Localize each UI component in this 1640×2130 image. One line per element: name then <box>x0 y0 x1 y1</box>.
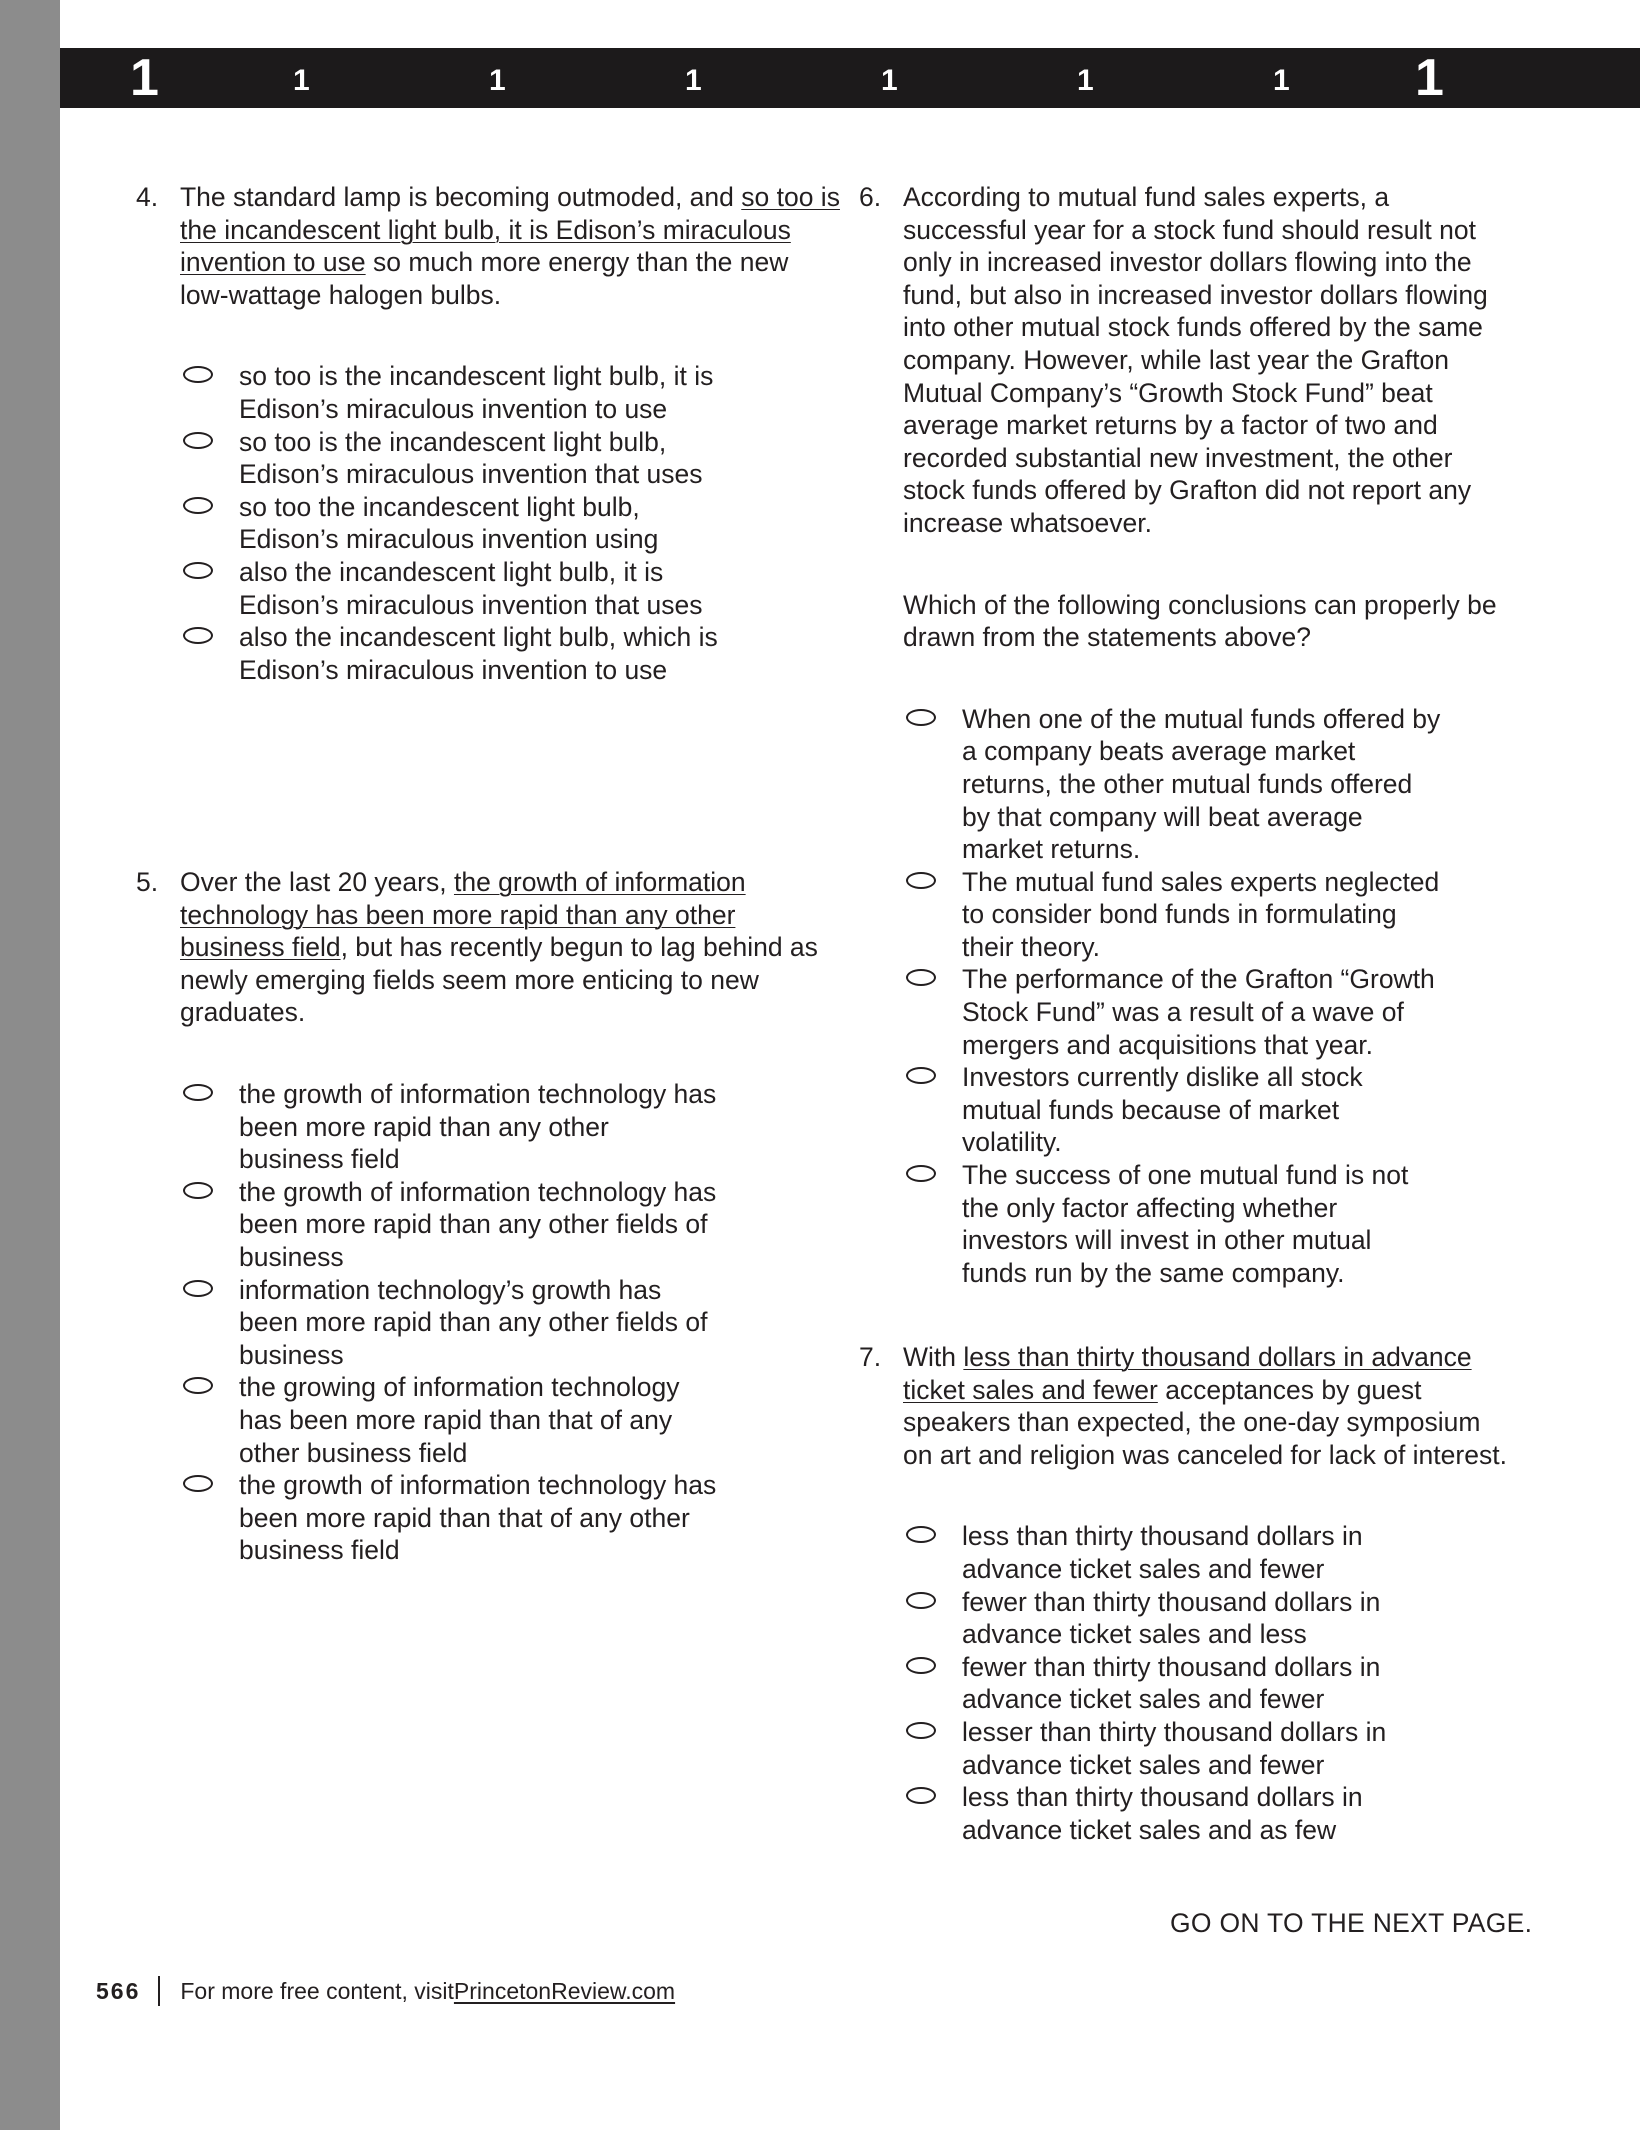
stem-text: acceptances by guest speakers than expected, the one-day symposium on art and religion was canceled for lack of interest. <box>903 1374 1507 1470</box>
answer-bubble-icon[interactable] <box>906 1526 936 1543</box>
section-number: 1 <box>489 64 506 97</box>
footer-divider <box>158 1976 160 2006</box>
answer-choice[interactable] <box>903 1159 1442 1289</box>
question-6 <box>859 181 1513 1289</box>
answer-choice[interactable] <box>903 1651 1442 1716</box>
answer-choice[interactable] <box>903 1586 1442 1651</box>
answer-bubble-icon[interactable] <box>906 1165 936 1182</box>
answer-bubble-icon[interactable] <box>183 366 213 383</box>
answer-choice[interactable] <box>180 360 719 425</box>
section-header-bar <box>60 48 1640 108</box>
choice-text: so too is the incandescent light bulb, Edison’s miraculous invention that uses <box>239 426 703 490</box>
answer-choices <box>903 1520 1513 1846</box>
choice-text: The success of one mutual fund is not the only factor affecting whether investors will invest in other mutual funds run by the same company. <box>962 1160 1409 1288</box>
answer-choice[interactable] <box>180 1078 719 1176</box>
choice-text: also the incandescent light bulb, which is Edison’s miraculous invention to use <box>239 622 718 685</box>
choice-text: less than thirty thousand dollars in advance ticket sales and as few <box>962 1782 1363 1845</box>
answer-choice[interactable] <box>180 556 719 621</box>
stem-text: Over the last 20 years, <box>180 867 454 897</box>
stem-text: The standard lamp is becoming outmoded, and <box>180 182 742 212</box>
stem-text: , but has recently begun to lag behind as newly emerging fields seem more enticing to new graduates. <box>180 932 818 1028</box>
page-number: 566 <box>96 1978 141 2004</box>
answer-choice[interactable] <box>903 703 1442 866</box>
question-7 <box>859 1341 1513 1846</box>
answer-choices <box>180 360 840 686</box>
answer-choice[interactable] <box>903 866 1442 964</box>
underlined-portion: so too is the incandescent light bulb, it is Edison’s miraculous invention to use <box>180 182 840 278</box>
choice-text: less than thirty thousand dollars in advance ticket sales and fewer <box>962 1521 1363 1584</box>
footer-text: For more free content, visit <box>180 1978 454 2004</box>
page-footer <box>96 1976 675 2006</box>
stem-text: With <box>903 1342 964 1372</box>
choice-text: also the incandescent light bulb, it is Edison’s miraculous invention that uses <box>239 556 703 620</box>
answer-bubble-icon[interactable] <box>183 1475 213 1492</box>
choice-text: Investors currently dislike all stock mutual funds because of market volatility. <box>962 1062 1363 1158</box>
answer-bubble-icon[interactable] <box>183 432 213 449</box>
answer-bubble-icon[interactable] <box>906 709 936 726</box>
answer-choice[interactable] <box>180 621 719 686</box>
answer-choice[interactable] <box>903 1061 1442 1159</box>
question-stem <box>903 1341 1513 1471</box>
side-margin-bar <box>0 0 60 2130</box>
choice-text: lesser than thirty thousand dollars in advance ticket sales and fewer <box>962 1716 1387 1780</box>
answer-choices <box>903 703 1513 1290</box>
underlined-portion: less than thirty thousand dollars in advance ticket sales and fewer <box>903 1342 1472 1405</box>
underlined-portion: the growth of information technology has been more rapid than any other business field <box>180 867 746 963</box>
answer-bubble-icon[interactable] <box>906 1787 936 1804</box>
footer-link[interactable]: PrincetonReview.com <box>453 1978 676 2004</box>
answer-bubble-icon[interactable] <box>183 1084 213 1101</box>
answer-choice[interactable] <box>180 1274 719 1372</box>
answer-bubble-icon[interactable] <box>906 872 936 889</box>
choice-text: the growth of information technology has been more rapid than any other fields of business <box>239 1176 717 1272</box>
choice-text: fewer than thirty thousand dollars in advance ticket sales and less <box>962 1586 1381 1650</box>
choice-text: The mutual fund sales experts neglected to consider bond funds in formulating their theory. <box>962 866 1440 962</box>
question-prompt: Which of the following conclusions can properly be drawn from the statements above? <box>903 589 1497 653</box>
next-page-notice: GO ON TO THE NEXT PAGE. <box>1170 1908 1533 1938</box>
question-number: 5. <box>136 867 159 897</box>
answer-bubble-icon[interactable] <box>183 627 213 644</box>
answer-choice[interactable] <box>903 1716 1442 1781</box>
answer-choice[interactable] <box>180 1371 719 1469</box>
answer-bubble-icon[interactable] <box>906 1592 936 1609</box>
answer-choice[interactable] <box>180 1176 719 1274</box>
question-number: 7. <box>859 1342 882 1372</box>
answer-choice[interactable] <box>180 1469 719 1567</box>
choice-text: the growing of information technology has been more rapid than that of any other business field <box>239 1372 680 1468</box>
section-number: 1 <box>293 64 310 97</box>
section-number: 1 <box>1273 64 1290 97</box>
answer-bubble-icon[interactable] <box>183 1377 213 1394</box>
answer-bubble-icon[interactable] <box>906 1722 936 1739</box>
question-number: 6. <box>859 182 882 212</box>
question-4 <box>136 181 840 686</box>
question-stem <box>180 866 840 1029</box>
answer-choice[interactable] <box>180 491 719 556</box>
answer-choice[interactable] <box>903 1520 1442 1585</box>
section-number: 1 <box>130 49 159 107</box>
answer-choice[interactable] <box>180 426 719 491</box>
answer-bubble-icon[interactable] <box>183 562 213 579</box>
stem-text: so much more energy than the new low-wattage halogen bulbs. <box>180 247 789 310</box>
answer-choices <box>180 1078 840 1567</box>
section-number: 1 <box>881 64 898 97</box>
question-stem: According to mutual fund sales experts, a successful year for a stock fund should result not only in increased investor dollars flowing into the fund, but also in increased investor dollars flowing into other mutual stock funds offered by the same company. However, while last year the Grafton Mutual Company’s “Growth Stock Fund” beat average market returns by a factor of two and recorded substantial new investment, the other stock funds offered by Grafton did not report any increase whatsoever. <box>903 182 1488 538</box>
answer-bubble-icon[interactable] <box>906 1657 936 1674</box>
section-number: 1 <box>685 64 702 97</box>
question-stem <box>180 181 840 311</box>
section-number: 1 <box>1077 64 1094 97</box>
question-5 <box>136 866 840 1567</box>
answer-choice[interactable] <box>903 963 1442 1061</box>
choice-text: When one of the mutual funds offered by a company beats average market returns, the other mutual funds offered by that company will beat average market returns. <box>962 703 1441 865</box>
answer-choice[interactable] <box>903 1781 1442 1846</box>
choice-text: fewer than thirty thousand dollars in advance ticket sales and fewer <box>962 1651 1381 1715</box>
section-number: 1 <box>1415 49 1444 107</box>
choice-text: the growth of information technology has been more rapid than that of any other business field <box>239 1470 717 1566</box>
choice-text: the growth of information technology has been more rapid than any other business field <box>239 1078 717 1175</box>
choice-text: The performance of the Grafton “Growth Stock Fund” was a result of a wave of mergers and acquisitions that year. <box>962 964 1435 1060</box>
answer-bubble-icon[interactable] <box>906 1067 936 1084</box>
answer-bubble-icon[interactable] <box>183 1280 213 1297</box>
answer-bubble-icon[interactable] <box>906 969 936 986</box>
answer-bubble-icon[interactable] <box>183 497 213 514</box>
choice-text: information technology’s growth has been more rapid than any other fields of business <box>239 1274 708 1370</box>
answer-bubble-icon[interactable] <box>183 1182 213 1199</box>
question-number: 4. <box>136 182 159 212</box>
choice-text: so too is the incandescent light bulb, it is Edison’s miraculous invention to use <box>239 361 714 424</box>
choice-text: so too the incandescent light bulb, Edison’s miraculous invention using <box>239 491 659 555</box>
